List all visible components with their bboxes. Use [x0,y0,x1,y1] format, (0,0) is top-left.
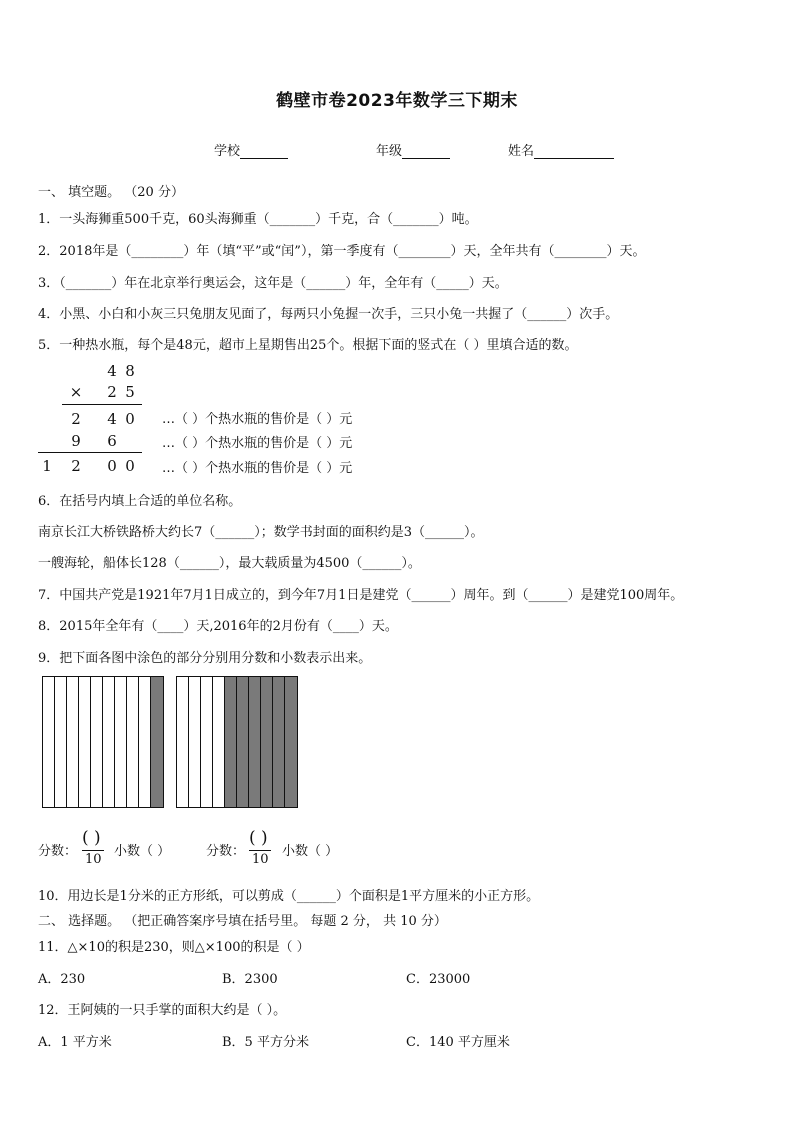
question-6b: 一艘海轮，船体长128（______），最大载质量为4500（______）。 [38,556,421,571]
digit: 2 [71,410,81,428]
school-blank[interactable] [240,144,288,159]
fraction-denominator: 10 [252,852,269,867]
blank-strip [91,677,103,807]
blank-strip [213,677,225,807]
digit: 5 [125,383,135,401]
fraction-label: 分数： [206,844,246,859]
digit: 2 [71,457,81,475]
fraction-numerator[interactable]: ( ) [249,828,268,848]
digit: 9 [71,432,81,450]
fraction-label: 分数： [38,844,78,859]
blank-strip [189,677,201,807]
digit: 6 [107,432,117,450]
shaded-strip [273,677,285,807]
blank-strip [177,677,189,807]
digit: 4 [107,362,117,380]
blank-strip [67,677,79,807]
blank-strip [79,677,91,807]
calc-note-1: …（ ）个热水瓶的售价是（ ）元 [162,412,353,427]
question-11: 11．△×10的积是230，则△×100的积是（ ） [38,940,310,955]
question-12: 12．王阿姨的一只手掌的面积大约是（ ）。 [38,1003,287,1018]
question-10: 10．用边长是1分米的正方形纸，可以剪成（______）个面积是1平方厘米的小正方形。 [38,889,540,904]
tenths-figure-right [176,676,298,808]
section2-heading: 二、 选择题。 （把正确答案序号填在括号里。 每题 2 分， 共 10 分） [38,914,447,929]
decimal-label: 小数（ ） [282,844,339,859]
option-c[interactable]: C．23000 [406,972,471,987]
shaded-strip [151,677,163,807]
question-9: 9．把下面各图中涂色的部分分别用分数和小数表示出来。 [38,651,372,666]
question-5: 5．一种热水瓶，每个是48元，超市上星期售出25个。根据下面的竖式在（ ）里填合适的数。 [38,338,578,353]
option-b[interactable]: B．2300 [222,972,278,987]
grade-field [376,140,450,159]
blank-strip [115,677,127,807]
shaded-strip [237,677,249,807]
calc-note-3: …（ ）个热水瓶的售价是（ ）元 [162,461,353,476]
blank-strip [201,677,213,807]
question-8: 8．2015年全年有（____）天,2016年的2月份有（____）天。 [38,619,398,634]
fraction-bar [249,850,271,851]
option-c[interactable]: C．140 平方厘米 [406,1035,510,1050]
blank-strip [55,677,67,807]
question-3: 3．（_______）年在北京举行奥运会，这年是（______）年，全年有（_____）天。 [38,276,508,291]
times-sign: × [69,383,83,401]
school-label: 学校 [214,144,241,159]
option-a[interactable]: A．1 平方米 [38,1035,112,1050]
school-field [214,140,288,159]
section1-heading: 一、 填空题。 （20 分） [38,185,184,200]
calc-rule [62,404,142,405]
digit: 0 [125,457,135,475]
question-7: 7．中国共产党是1921年7月1日成立的，到今年7月1日是建党（______）周年。到（______）是建党100周年。 [38,588,684,603]
blank-strip [43,677,55,807]
option-a[interactable]: A．230 [38,972,86,987]
shaded-strip [249,677,261,807]
calc-rule [38,452,142,453]
page-title: 鹤壁市卷2023年数学三下期末 [276,91,518,111]
question-4: 4．小黑、小白和小灰三只兔朋友见面了，每两只小兔握一次手，三只小兔一共握了（______）次手。 [38,307,619,322]
digit: 4 [107,410,117,428]
decimal-label: 小数（ ） [114,844,171,859]
blank-strip [127,677,139,807]
name-blank[interactable] [534,144,614,159]
answer-left [38,828,198,868]
fraction-bar [82,850,104,851]
digit: 8 [125,362,135,380]
shaded-strip [261,677,273,807]
shaded-strip [225,677,237,807]
vertical-multiplication [38,360,458,480]
question-2: 2．2018年是（________）年（填“平”或“闰”），第一季度有（________）天，全年共有（________）天。 [38,244,646,259]
fraction-denominator: 10 [85,852,102,867]
digit: 1 [42,457,52,475]
blank-strip [139,677,151,807]
question-1: 1．一头海狮重500千克，60头海狮重（_______）千克，合（_______）吨。 [38,212,478,227]
calc-note-2: …（ ）个热水瓶的售价是（ ）元 [162,436,353,451]
answer-right [206,828,366,868]
name-field [508,140,614,159]
digit: 2 [107,383,117,401]
question-6a: 南京长江大桥铁路桥大约长7（______）；数学书封面的面积约是3（______）。 [38,525,484,540]
grade-blank[interactable] [402,144,450,159]
digit: 0 [125,410,135,428]
grade-label: 年级 [376,144,403,159]
option-b[interactable]: B．5 平方分米 [222,1035,309,1050]
shaded-strip [285,677,297,807]
name-label: 姓名 [508,144,535,159]
digit: 0 [107,457,117,475]
fraction-numerator[interactable]: ( ) [82,828,101,848]
tenths-figure-left [42,676,164,808]
question-6: 6．在括号内填上合适的单位名称。 [38,494,242,509]
blank-strip [103,677,115,807]
